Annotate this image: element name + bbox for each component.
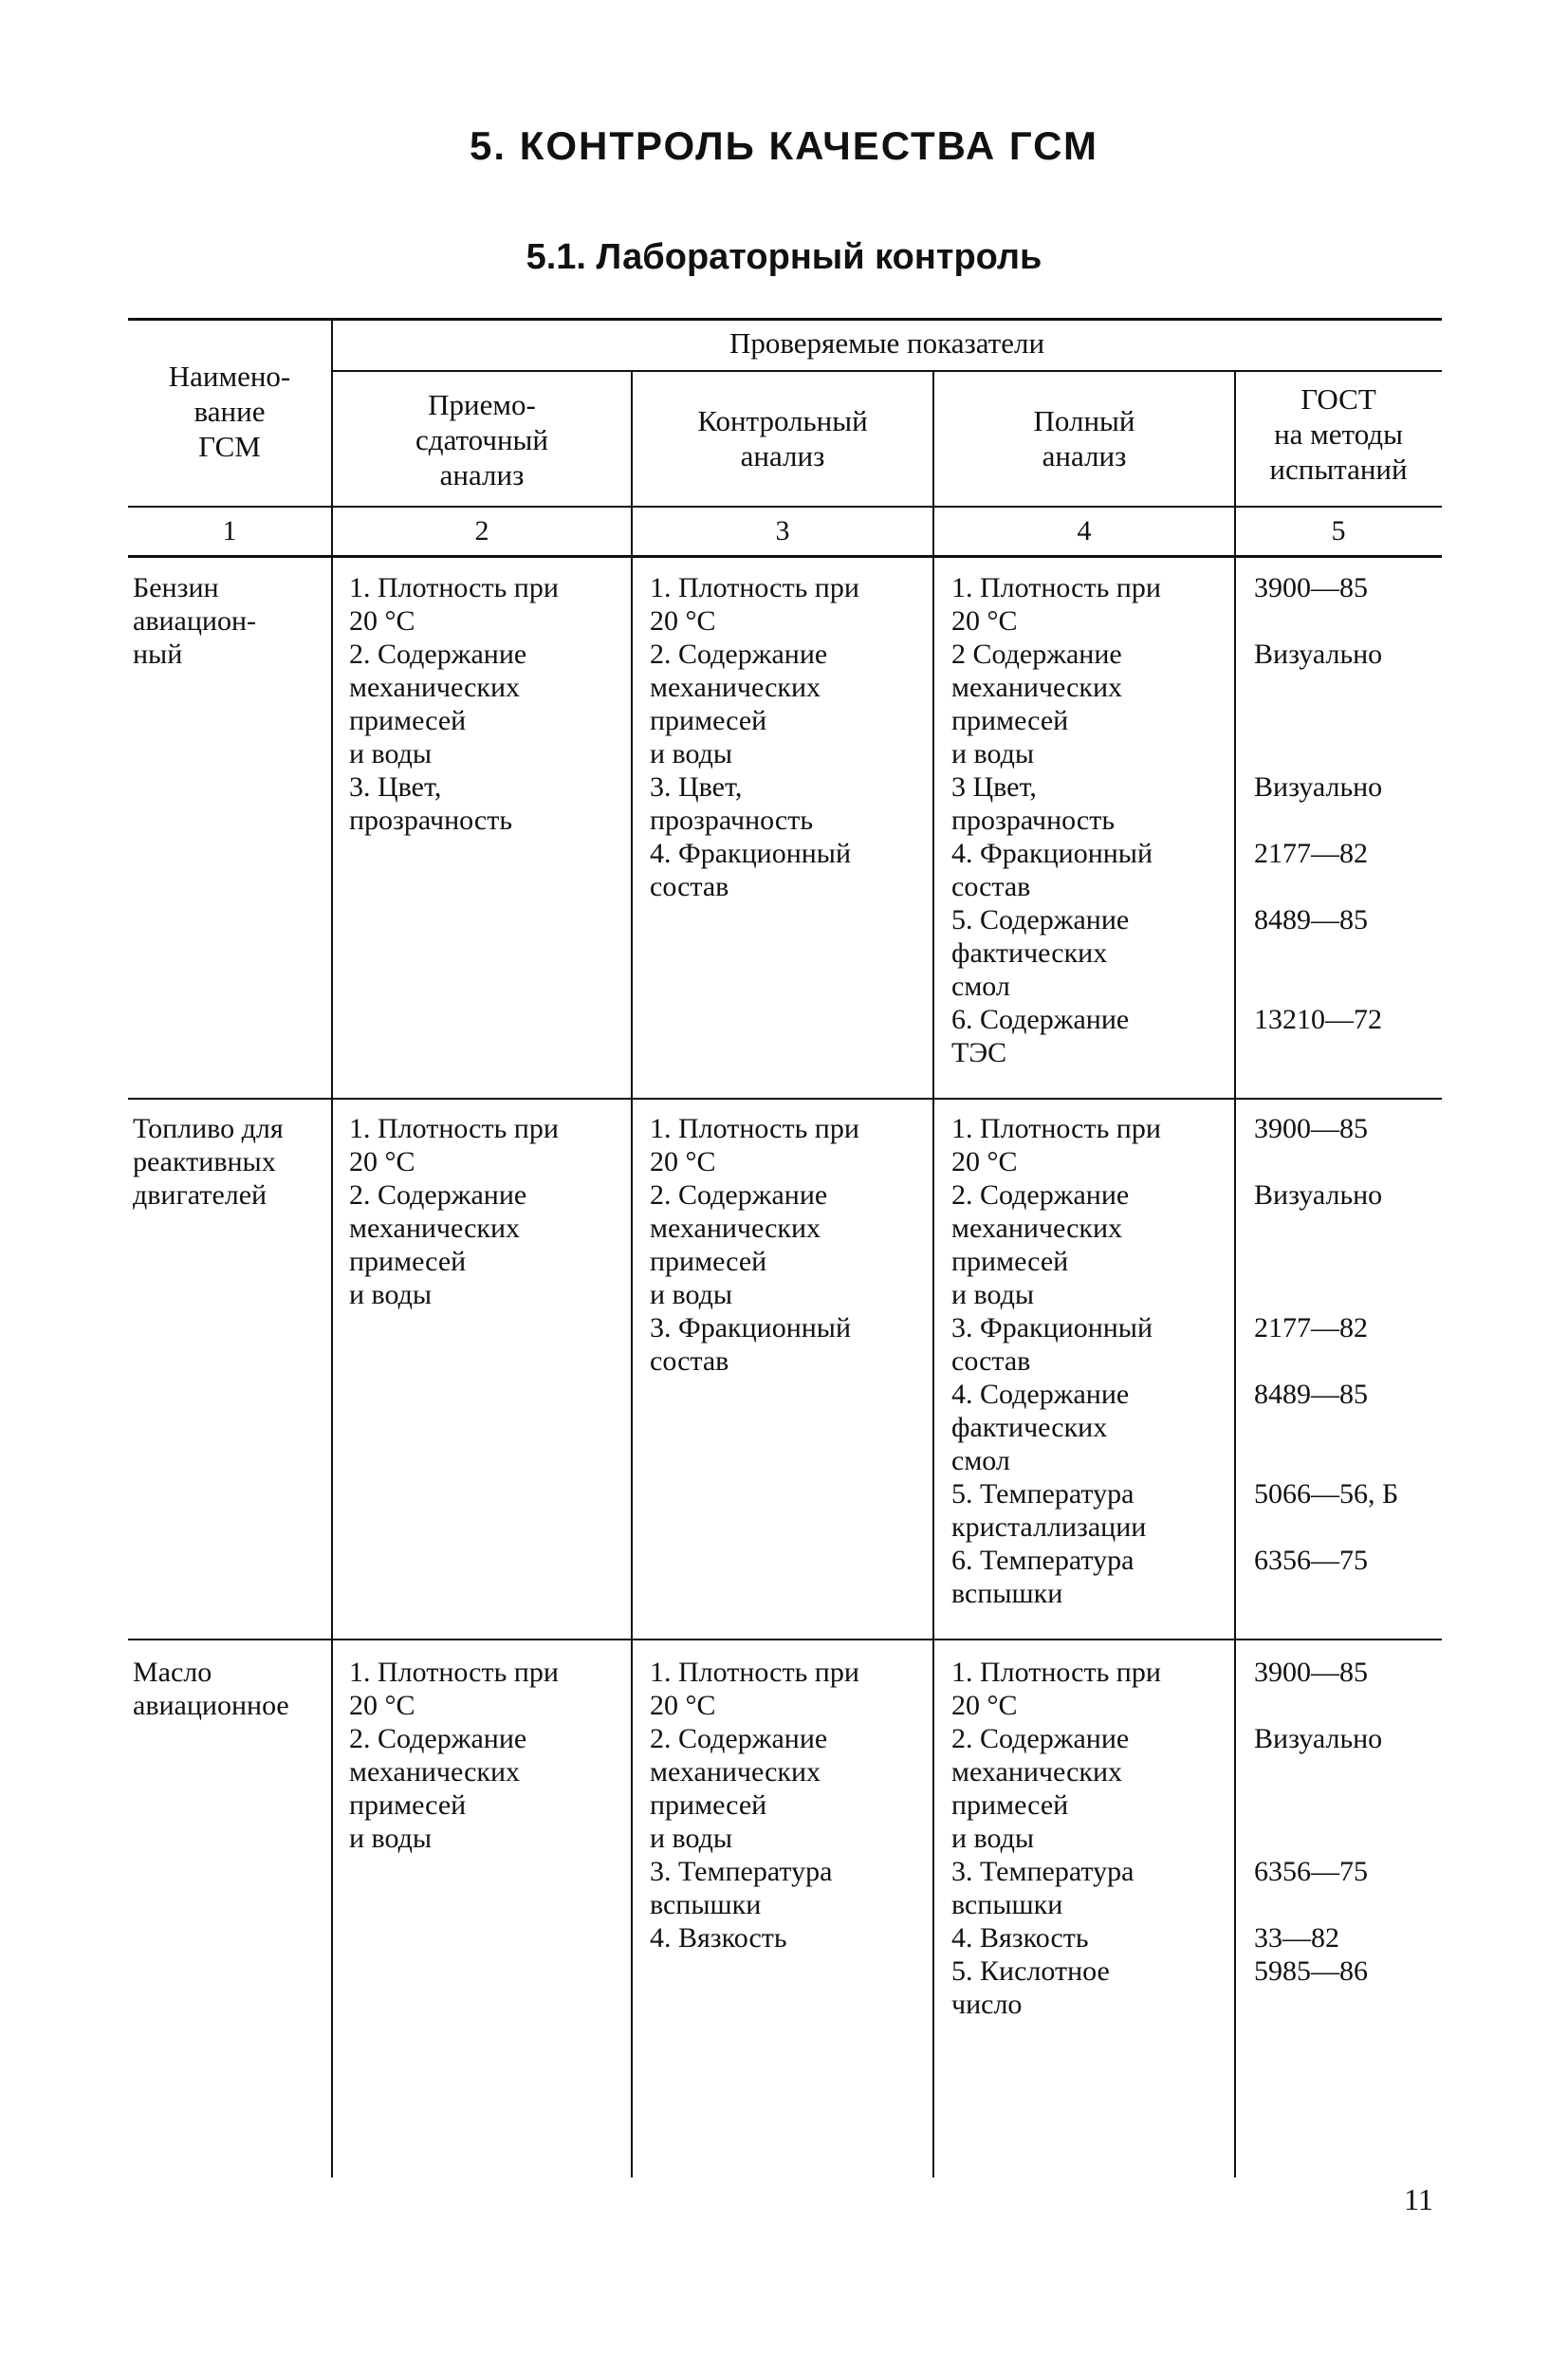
row-full-cell: 1. Плотность при 20 °С 2. Содержание механических примесей и воды 3. Температура вспышки 4. Вязкость 5. Кислотное число [951, 1657, 1161, 2020]
row-gost-cell: 3900—85 Визуально 6356—75 33—82 5985—86 [1254, 1657, 1383, 1987]
header-acceptance-analysis: Приемо- сдаточный анализ [415, 388, 548, 491]
subsection-title: 5.1. Лабораторный контроль [526, 237, 1042, 277]
row-divider-2 [128, 1639, 1442, 1640]
header-name: Наимено- вание ГСМ [168, 360, 291, 463]
column-number: 2 [474, 515, 489, 547]
column-numbers-rule [128, 555, 1442, 558]
row-full-cell: 1. Плотность при 20 °С 2 Содержание механических примесей и воды 3 Цвет, прозрачность 4. Фракционный состав 5. Содержание фактических смол 6. Содержание ТЭС [951, 572, 1161, 1068]
column-number: 5 [1331, 515, 1346, 547]
column-divider-3 [932, 370, 934, 2177]
row-gost-cell: 3900—85 Визуально Визуально 2177—82 8489—85 13210—72 [1254, 572, 1383, 1035]
row-fuel-name: Бензин авиацион- ный [133, 572, 257, 670]
row-divider-1 [128, 1098, 1442, 1100]
column-number: 3 [775, 515, 790, 547]
column-number: 1 [222, 515, 237, 547]
header-group-rule [332, 370, 1442, 372]
row-control-cell: 1. Плотность при 20 °С 2. Содержание механических примесей и воды 3. Цвет, прозрачность 4. Фракционный состав [650, 572, 859, 902]
row-control-cell: 1. Плотность при 20 °С 2. Содержание механических примесей и воды 3. Температура вспышки 4. Вязкость [650, 1657, 859, 1954]
column-divider-4 [1234, 370, 1236, 2177]
page-number: 11 [1404, 2182, 1433, 2216]
row-fuel-name: Топливо для реактивных двигателей [133, 1113, 284, 1211]
row-full-cell: 1. Плотность при 20 °С 2. Содержание механических примесей и воды 3. Фракционный состав 4. Содержание фактических смол 5. Температура кристаллизации 6. Температура вспышки [951, 1113, 1161, 1609]
header-checked-indicators: Проверяемые показатели [729, 326, 1045, 360]
table-top-rule [128, 318, 1442, 321]
row-acceptance-cell: 1. Плотность при 20 °С 2. Содержание механических примесей и воды [349, 1657, 559, 1854]
row-control-cell: 1. Плотность при 20 °С 2. Содержание механических примесей и воды 3. Фракционный состав [650, 1113, 859, 1377]
row-acceptance-cell: 1. Плотность при 20 °С 2. Содержание механических примесей и воды 3. Цвет, прозрачность [349, 572, 559, 836]
row-gost-cell: 3900—85 Визуально 2177—82 8489—85 5066—56, Б 6356—75 [1254, 1113, 1399, 1576]
header-full-analysis: Полный анализ [1033, 404, 1135, 472]
header-bottom-rule [128, 506, 1442, 508]
header-control-analysis: Контрольный анализ [697, 404, 868, 472]
column-divider-2 [631, 370, 633, 2177]
header-gost: ГОСТ на методы испытаний [1269, 382, 1408, 486]
column-divider-1 [331, 318, 333, 2177]
row-fuel-name: Масло авиационное [133, 1657, 289, 1721]
section-title: 5. КОНТРОЛЬ КАЧЕСТВА ГСМ [470, 123, 1098, 168]
row-acceptance-cell: 1. Плотность при 20 °С 2. Содержание механических примесей и воды [349, 1113, 559, 1310]
column-number: 4 [1077, 515, 1092, 547]
